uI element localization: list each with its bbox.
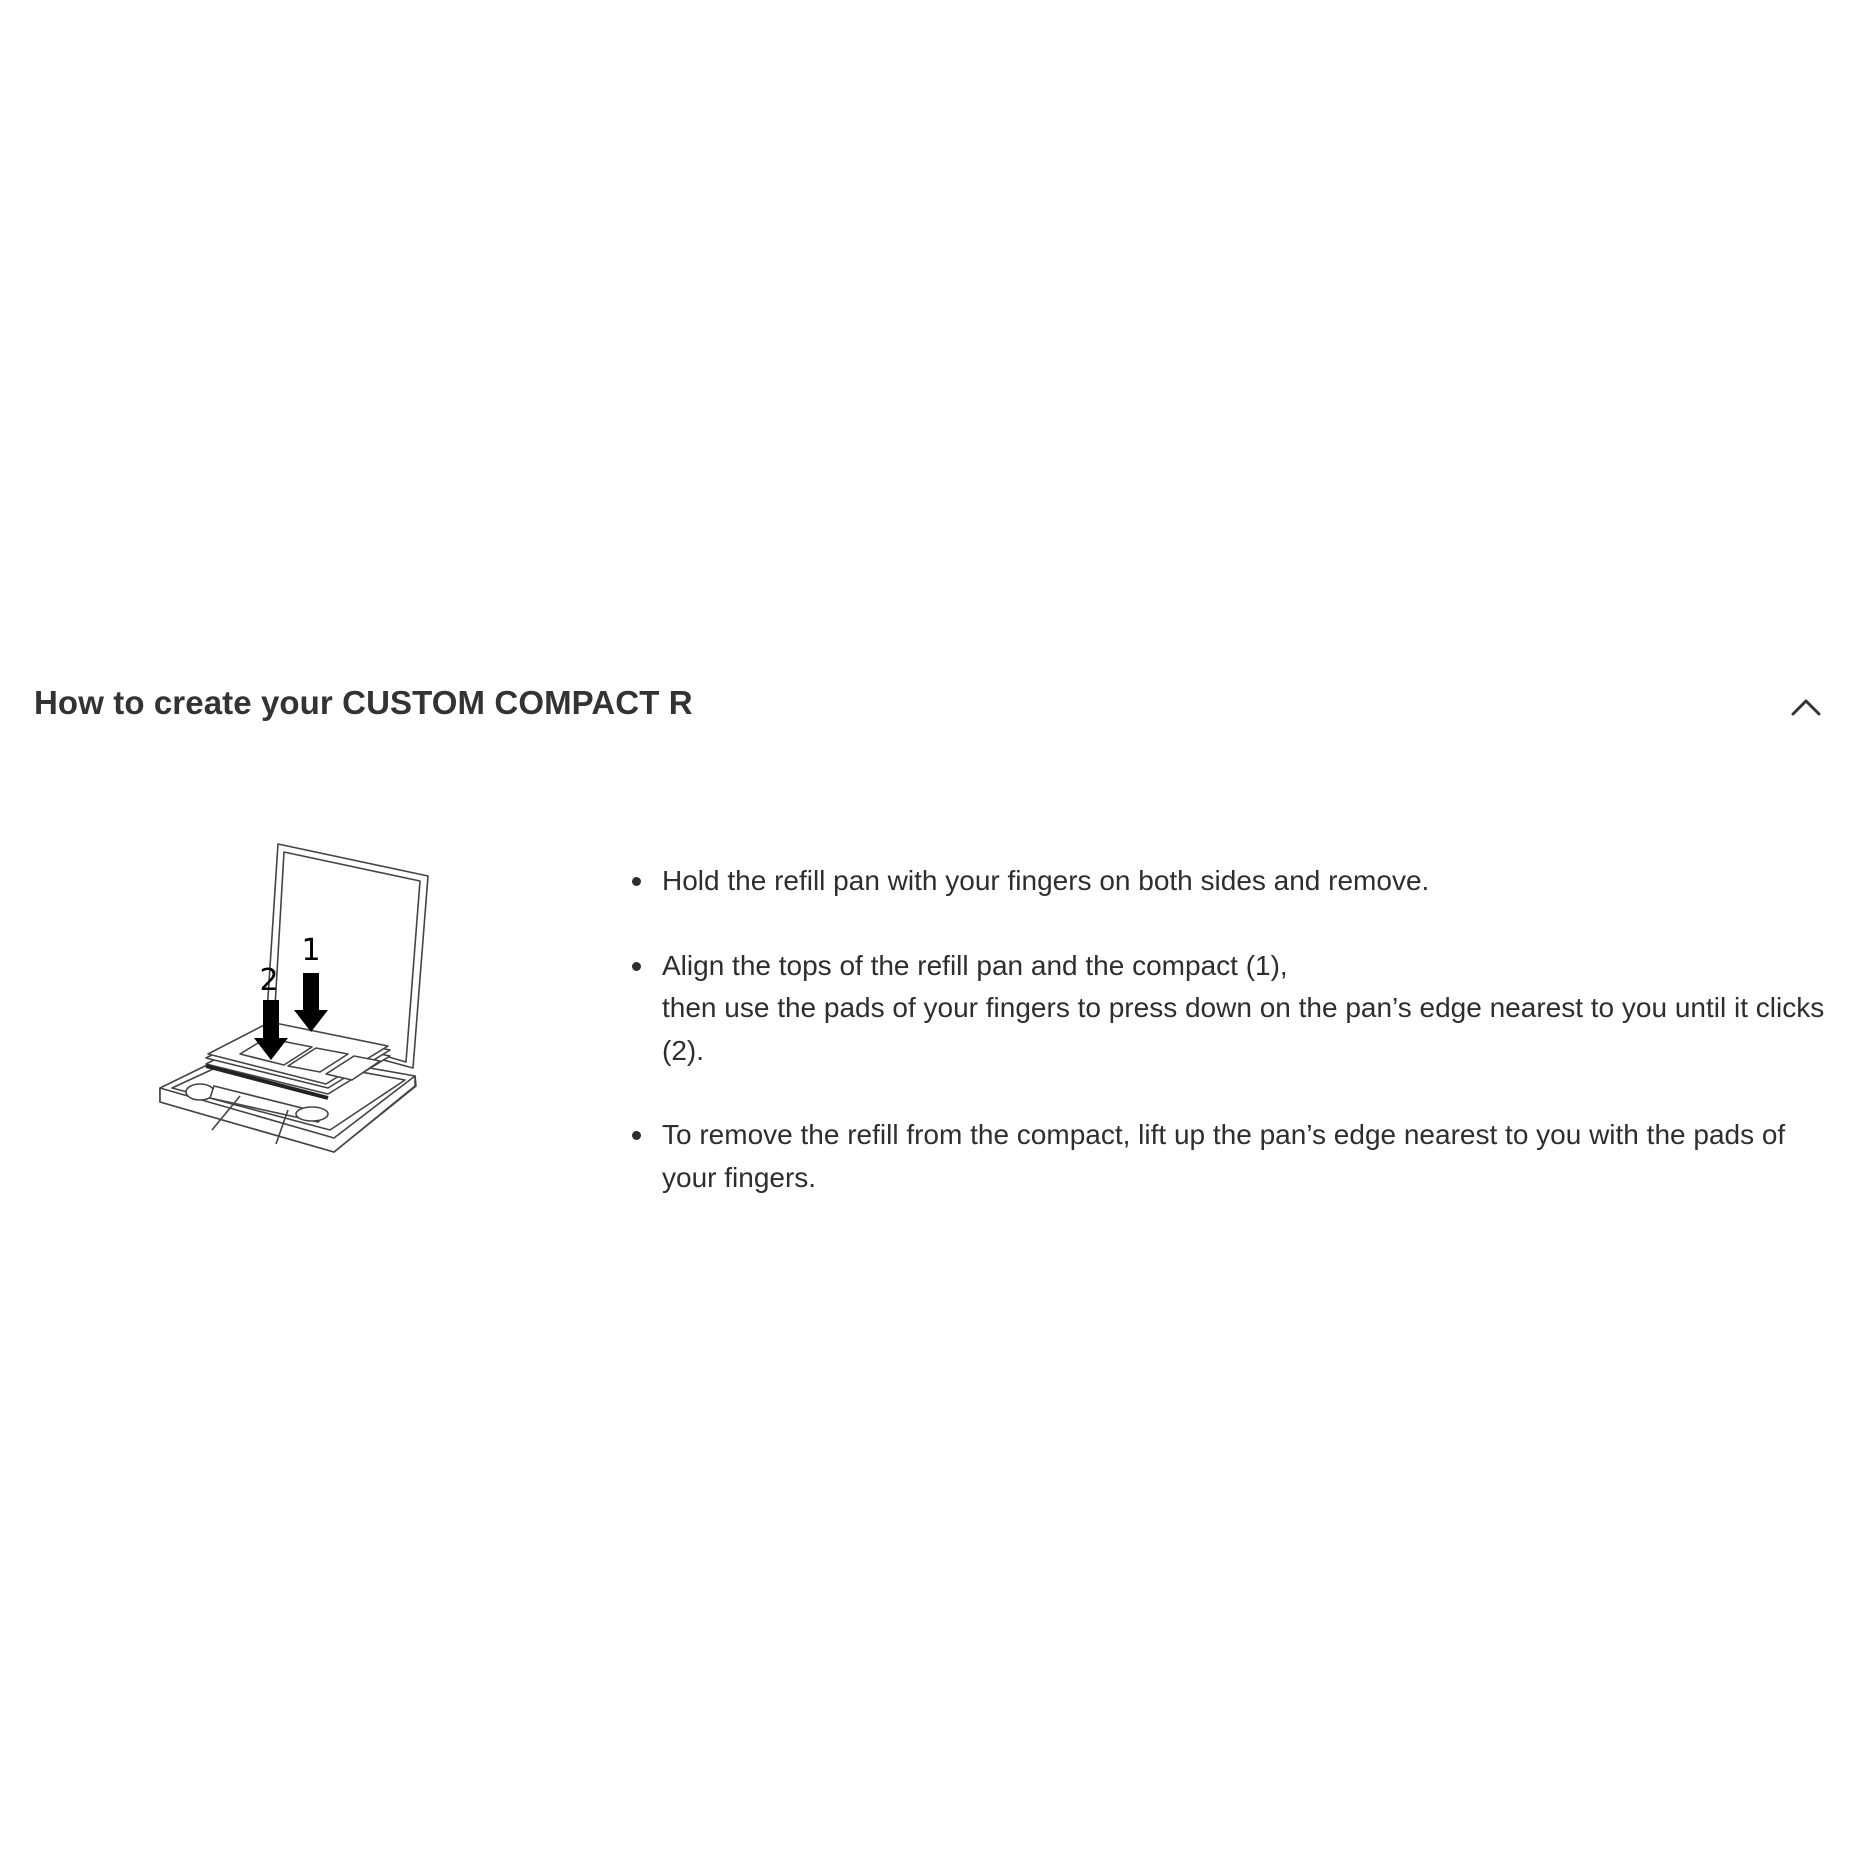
accordion-body — [0, 740, 1862, 1200]
instruction-text: Hold the refill pan with your fingers on both sides and remove. — [662, 865, 1430, 896]
label-2: 2 — [259, 963, 279, 998]
accordion-header[interactable] — [0, 670, 1862, 740]
chevron-up-icon[interactable] — [1784, 684, 1828, 728]
bullet-icon — [632, 962, 641, 971]
instruction-text: then use the pads of your fingers to press down on the pan’s edge nearest to you until it clicks (2). — [662, 992, 1825, 1066]
label-1: 1 — [301, 933, 321, 968]
compact-refill-illustration — [150, 840, 480, 1180]
instruction-item — [622, 860, 1832, 903]
instruction-item — [622, 945, 1832, 1073]
bullet-icon — [632, 1131, 641, 1140]
how-to-accordion — [0, 670, 1862, 1200]
instruction-item — [622, 1114, 1832, 1199]
section-title: How to create your CUSTOM COMPACT R — [34, 684, 693, 721]
bullet-icon — [632, 877, 641, 886]
instruction-text: To remove the refill from the compact, lift up the pan’s edge nearest to you with the pads of your fingers. — [662, 1119, 1786, 1193]
instruction-list — [622, 860, 1832, 1241]
instruction-text: Align the tops of the refill pan and the compact (1), — [662, 949, 1288, 981]
